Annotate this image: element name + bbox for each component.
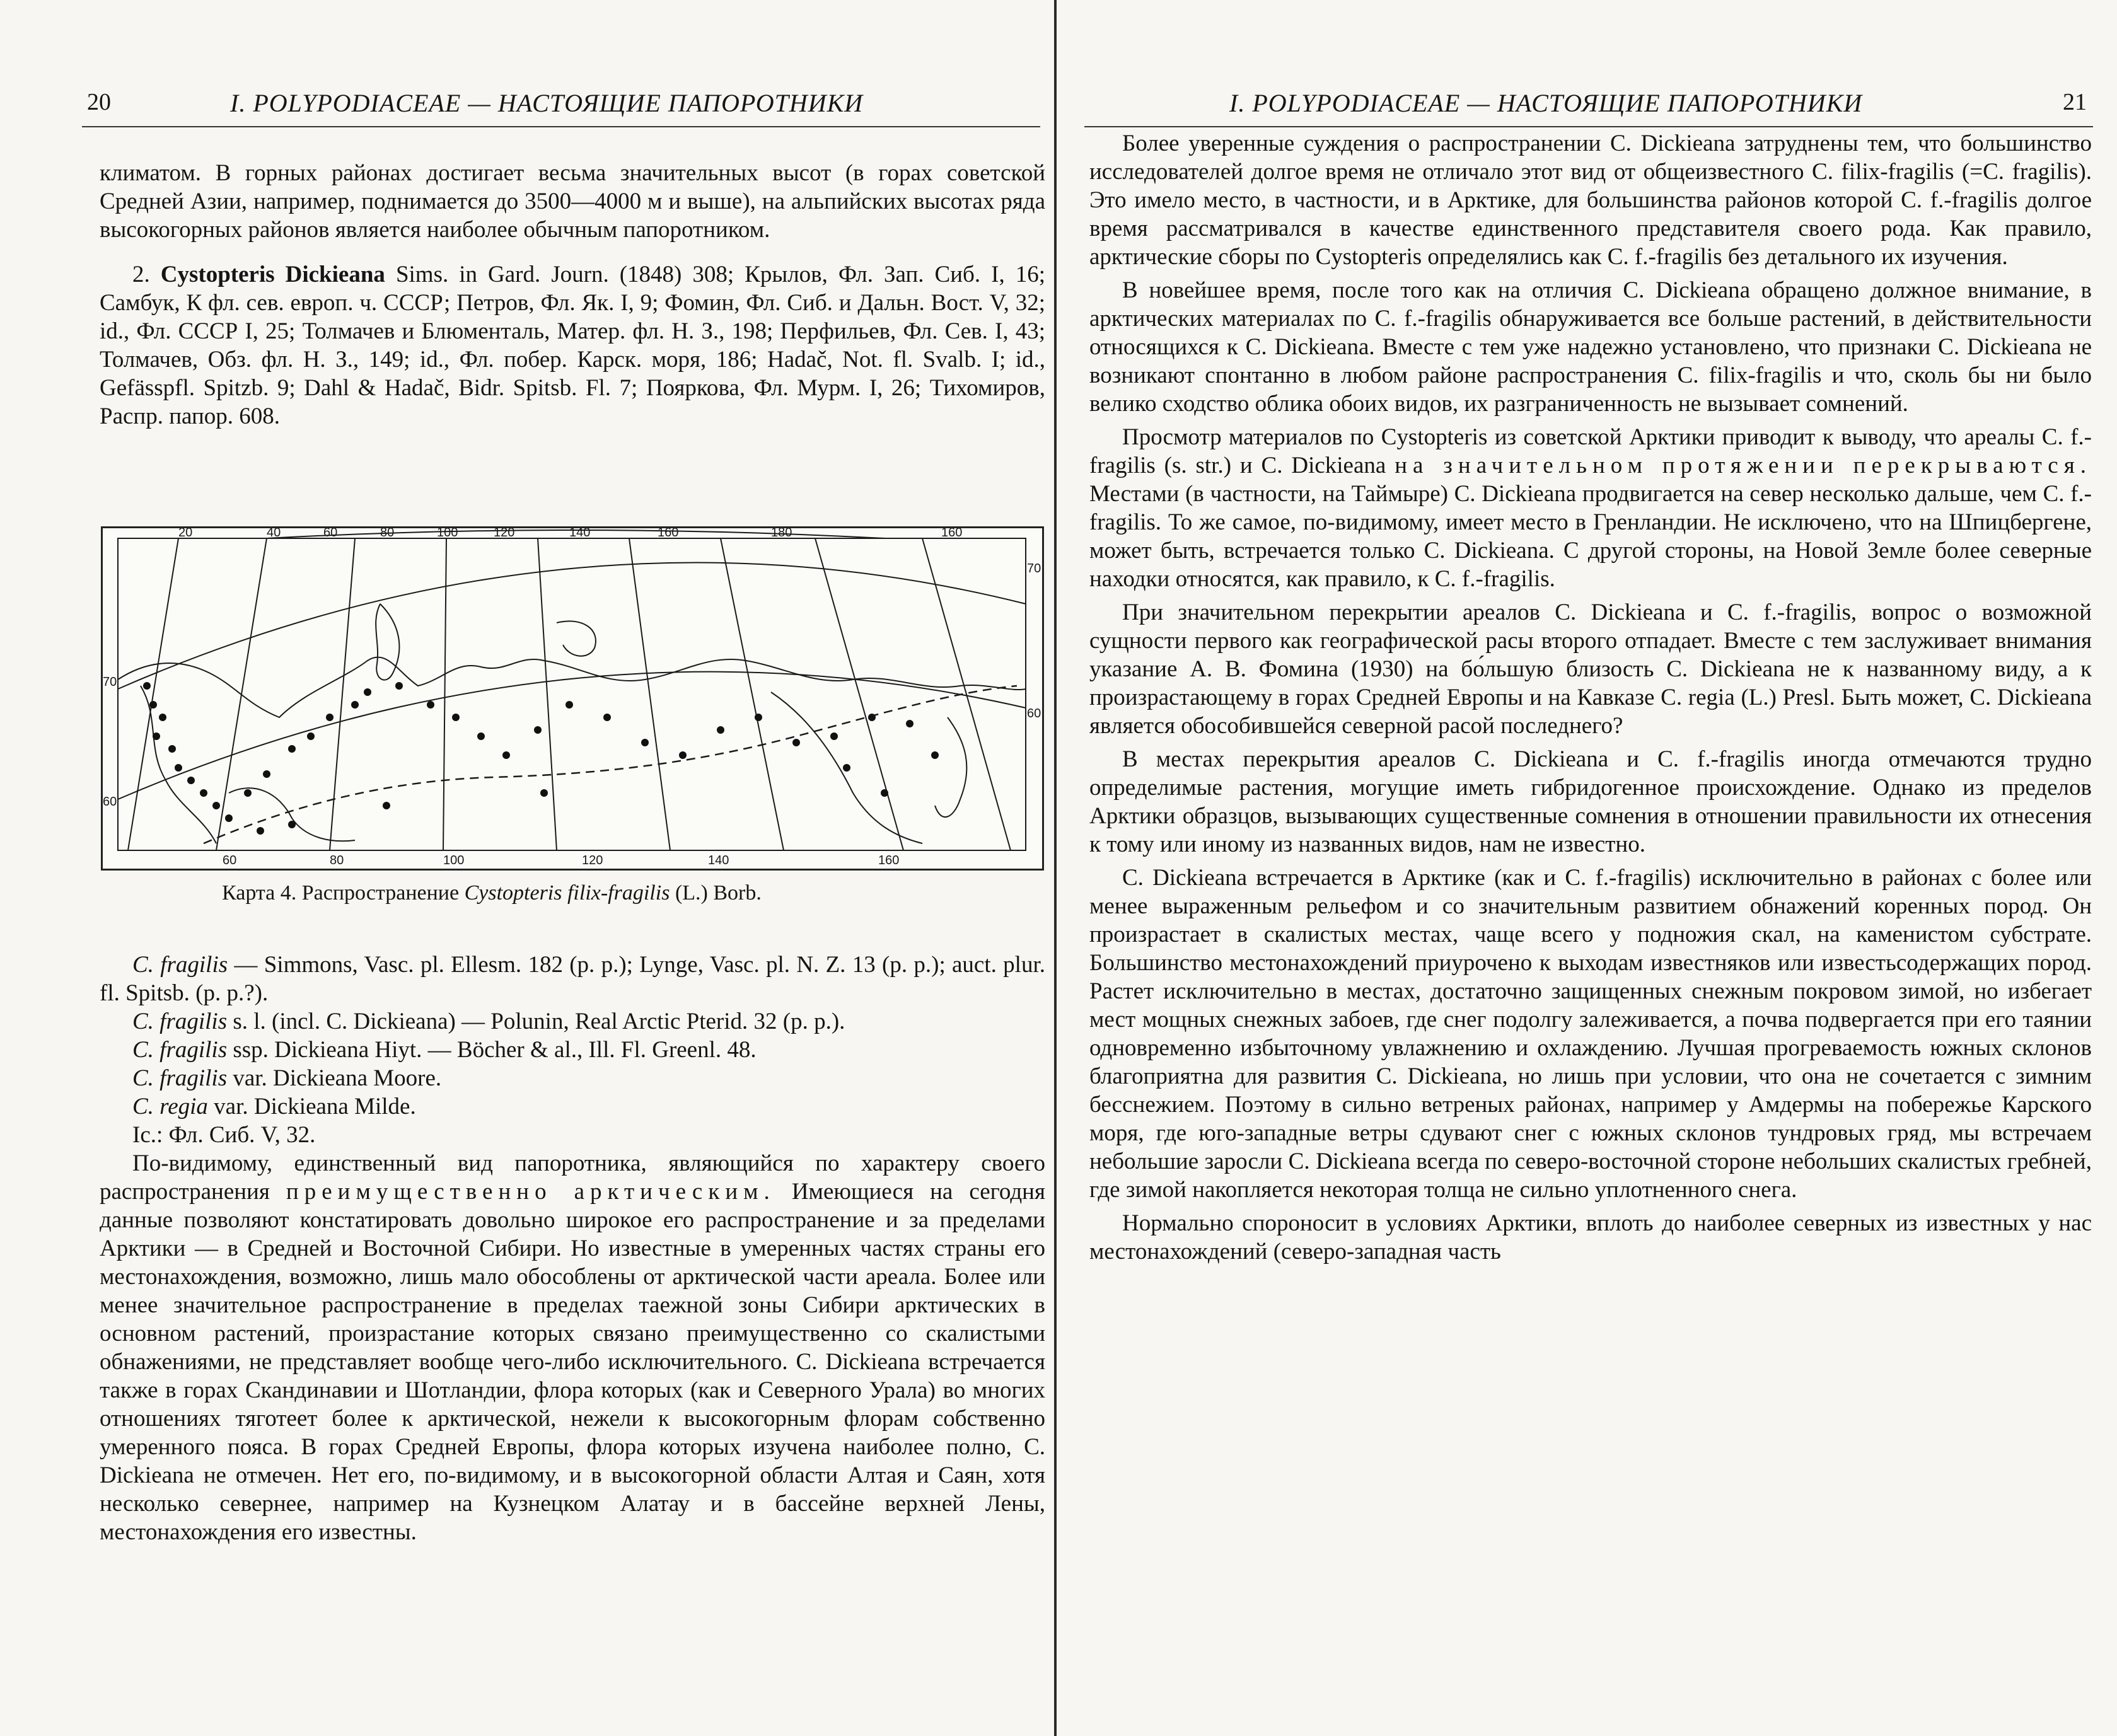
locality-dot [395,682,403,690]
paragraph-4: При значительном перекрытии ареалов C. Dickieana и C. f.-fragilis, вопрос о возможной сущности первого как географической расы второго отпадает. Вместе с тем заслуживает внимания указание А. В. Фомина (1930) на бо́льшую близость C. Dickieana не к названному виду, а к произрастающему в горах Средней Европы и на Кавказе C. regia (L.) Presl. Быть может, C. Dickieana является обособившейся северной расой последнего? [1089,599,2092,739]
meridian-line [538,538,557,850]
graticule-label: 120 [494,528,515,540]
locality-dot [717,726,724,734]
locality-dot [427,701,434,709]
synonym-text: var. Dickieana Moore. [227,1065,442,1091]
synonym-line [100,951,1045,1007]
paragraph-7: Нормально спороносит в условиях Арктики, вплоть до наиболее северных из известных у нас местонахождений (северо-западная часть [1089,1210,2092,1264]
locality-dot [792,739,800,746]
paragraph-3-start: Просмотр материалов по Cystopteris из советской Арктики приводит к выводу, что ареалы C. f.-fragilis (s. str.) и C. Dickieana [1089,424,2092,478]
map-caption [222,881,762,905]
paragraph-2: В новейшее время, после того как на отличия C. Dickieana обращено должное внимание, в арктических материалах по C. f.-fragilis обнаруживается все больше растений, в действительности относящихся к C. Dickieana. Вместе с тем уже надежно установлено, что признаки C. Dickieana не возникают спонтанно в любом районе распространения C. filix-fragilis и что, сколь бы ни было велико сходство облика обоих видов, их разграниченность не вызывает сомнений. [1089,277,2092,417]
spaced-emphasis: на значительном протяжении перекрываются. [1395,453,2092,478]
graticule-label: 60 [103,795,117,809]
graticule-label: 160 [941,528,963,540]
synonymy-list [100,951,1045,1149]
main-paragraph [100,1149,1045,1546]
graticule-label: 100 [437,528,458,540]
locality-dot [931,751,939,759]
locality-dot [200,789,207,797]
locality-dot [868,714,876,721]
synonym-text: s. l. (incl. C. Dickieana) — Polunin, Real Arctic Pterid. 32 (p. p.). [227,1009,845,1034]
distribution-map [101,526,1044,871]
paragraph-1: Более уверенные суждения о распространении C. Dickieana затруднены тем, что большинство исследователей долгое время не отличало этот вид от общеизвестного C. filix-fragilis (=C. fragilis). Это имело место, в частности, и в Арктике, для большинства районов которой C. f.-fragilis долгое время рассматривался в качестве единственного представителя своего рода. Как правило, арктические сборы по Cystopteris определялись как C. f.-fragilis без детального их изучения. [1089,130,2092,270]
novaya-zemlya-coast [376,604,399,680]
graticule-label: 180 [771,528,792,540]
locality-dot [881,789,888,797]
left-page [0,0,1053,1736]
paragraph-6: C. Dickieana встречается в Арктике (как и C. f.-fragilis) исключительно в районах с более или менее выраженным рельефом и со значительным развитием обнажений коренных пород. Он произрастает в скалистых местах, чаще всего у подножия скал, на каменистом субстрате. Большинство местонахождений приурочено к выходам известняков или известьсодержащих пород. Растет исключительно в местах, достаточно защищенных снежным покровом зимой, но избегает мест мощных снежных забоев, где снег подолгу залеживается, а почва подвергается при его таянии одновременно избыточному увлажнению и охлаждению. Лучшая прогреваемость южных склонов благоприятна для развития C. Dickieana, но лишь при условии, что она не сочетается с зимним бесснежием. Поэтому в сильно ветреных районах, например у Амдермы на побережье Карского моря, где юго-западные ветры сдувают снег с южных склонов тундровых гряд, мы встречаем небольшие заросли C. Dickieana всегда по северо-восточной стороне небольших скалистых гребней, где зимой накопляется некоторая толща не сильно уплотненного снега. [1089,865,2092,1203]
meridian-line [128,538,178,850]
graticule-label: 60 [1027,707,1041,720]
locality-dot [830,732,838,740]
locality-dots [143,682,939,835]
synonym-text: ssp. Dickieana Hiyt. — Böcher & al., Ill. Fl. Greenl. 48. [227,1037,757,1063]
left-body-top [100,159,1045,436]
parallel-arc [118,672,1026,799]
locality-dot [244,789,252,797]
graticule-label: 140 [708,854,729,867]
synonym-text: var. Dickieana Milde. [207,1094,416,1120]
left-running-head [82,76,1040,127]
locality-dot [641,739,649,746]
locality-dot [383,802,390,809]
meridian-line [629,538,670,850]
synonym-taxon: C. fragilis [132,1009,228,1034]
locality-dot [326,714,334,721]
graticule-label: 140 [569,528,591,540]
locality-dot [502,751,510,759]
paragraph-5: В местах перекрытия ареалов C. Dickieana и C. f.-fragilis иногда отмечаются трудно определимые растения, могущие иметь гибридогенное происхождение. Однако из пределов Арктики образцов, вызывающих существенные сомнения в отношении правильности их отнесения к тому или иному из названных видов, нам не известно. [1089,746,2092,857]
locality-dot [364,688,371,696]
locality-dot [288,821,296,828]
synonym-line [100,1036,1045,1064]
locality-dot [755,714,762,721]
caption-taxon: Cystopteris filix-fragilis [464,881,670,905]
locality-dot [212,802,220,809]
locality-dot [143,682,151,690]
meridian-line [330,538,355,850]
synonym-line [100,1007,1045,1036]
spaced-emphasis: преимущественно арктическим. [286,1179,775,1205]
meridian-line [443,538,446,850]
locality-dot [153,732,160,740]
locality-dot [351,701,359,709]
right-running-head [1084,76,2093,127]
left-body-bottom [100,951,1045,1551]
graticule-label: 80 [330,854,344,867]
severnaya-zemlya-coast [557,621,596,656]
page-number: 21 [2063,89,2087,115]
graticule-label: 160 [878,854,900,867]
graticule-label: 60 [323,528,338,540]
graticule-label: 40 [267,528,281,540]
main-text-rest: Имеющиеся на сегодня данные позволяют констатировать довольно широкое его распространение и за пределами Арктики — в Средней и Восточной Сибири. Но известные в умеренных частях страны его местонахождения, возможно, лишь мало обособлены от арктической части ареала. Более или менее значительное распространение в пределах таежной зоны Сибири арктических в основном растений, произрастание которых связано преимущественно со скалистыми обнажениями, не представляет вообще чего-либо исключительного. C. Dickieana встречается также в горах Скандинавии и Шотландии, флора которых (как и Северного Урала) во многих отношениях тяготеет более к арктической, нежели к высокогорным флорам собственно умеренного пояса. В горах Средней Европы, флора которых изучена наиболее полно, C. Dickieana не отмечен. Нет его, по-видимому, и в высокогорной области Алтая и Саян, хотя несколько севернее, например на Кузнецком Алатау и в бассейне верхней Лены, местонахождения его известны. [100,1179,1046,1545]
map-coastlines [118,604,1026,843]
locality-dot [159,714,166,721]
synonym-taxon: C. fragilis [132,1065,228,1091]
caption-suffix: (L.) Borb. [675,881,762,905]
species-name: Cystopteris Dickieana [160,262,385,287]
locality-dot [843,764,850,772]
locality-dot [257,827,264,835]
paragraph-3-rest: Местами (в частности, на Таймыре) C. Dickieana продвигается на север несколько дальше, чем C. f.-fragilis. То же самое, по-видимому, имеет место в Гренландии. Не исключено, что на Шпицбергене, может быть, встречается только C. Dickieana. С другой стороны, на Новой Земле более северные находки относятся, как правило, к C. f.-fragilis. [1089,481,2092,592]
synonym-taxon: C. fragilis [132,952,228,978]
graticule-label: 80 [380,528,395,540]
book-gutter [1054,0,1057,1736]
locality-dot [288,745,296,753]
locality-dot [263,770,270,778]
page-number: 20 [87,89,111,115]
species-number: 2. [132,262,150,287]
locality-dot [540,789,548,797]
species-references: Sims. in Gard. Journ. (1848) 308; Крылов, Фл. Зап. Сиб. I, 16; Самбук, К фл. сев. европ. ч. СССР; Петров, Фл. Як. I, 9; Фомин, Фл. Сиб. и Дальн. Вост. V, 32; id., Фл. СССР I, 25; Толмачев и Блюменталь, Матер. фл. Н. З., 198; Перфильев, Фл. Сев. I, 43; Толмачев, Обз. фл. Н. З., 149; id., Фл. побер. Карск. моря, 186; Hadač, Not. fl. Svalb. I; id., Gefässpfl. Spitzb. 9; Dahl & Hadač, Bidr. Spitsb. Fl. 7; Пояркова, Фл. Мурм. I, 26; Тихомиров, Распр. папор. 608. [100,262,1045,429]
graticule-label: 20 [178,528,193,540]
icon-reference: Ic.: Фл. Сиб. V, 32. [132,1122,316,1148]
graticule-label: 70 [1027,562,1041,576]
right-body [1089,129,2092,1271]
locality-dot [477,732,485,740]
map-graticule [118,530,1026,850]
running-title: I. POLYPODIACEAE — НАСТОЯЩИЕ ПАПОРОТНИКИ [1229,89,1863,117]
locality-dot [307,732,315,740]
synonym-line [100,1064,1045,1092]
locality-dot [566,701,573,709]
locality-dot [452,714,460,721]
parallel-arc [118,563,1026,689]
locality-dot [906,720,914,727]
running-title: I. POLYPODIACEAE — НАСТОЯЩИЕ ПАПОРОТНИКИ [230,89,864,117]
graticule-label: 120 [582,854,603,867]
synonym-line [100,1092,1045,1121]
map-labels [103,528,1041,867]
locality-dot [225,814,233,822]
graticule-label: 60 [223,854,237,867]
locality-dot [168,745,176,753]
graticule-label: 70 [103,675,117,689]
intro-paragraph: климатом. В горных районах достигает весьма значительных высот (в горах советской Средней Азии, например, поднимается до 3500—4000 м и выше), на альпийских высотах ряда высокогорных районов является наиболее обычным папоротником. [100,160,1045,243]
synonym-text: — Simmons, Vasc. pl. Ellesm. 182 (p. p.); Lynge, Vasc. pl. N. Z. 13 (p. p.); auct. plur. fl. Spitsb. (p. p.?). [100,952,1045,1006]
arctic-coastline [118,657,1026,717]
main-text-start: По-видимому, единственный вид папоротника, являющийся по характеру своего распространения [100,1150,1045,1205]
graticule-label: 100 [443,854,465,867]
synonym-taxon: C. regia [132,1094,208,1120]
locality-dot [149,701,157,709]
map-figure [103,528,1042,869]
paragraph-3 [1089,423,2092,593]
locality-dot [187,777,195,784]
graticule-label: 160 [658,528,679,540]
locality-dot [534,726,542,734]
synonym-taxon: C. fragilis [132,1037,228,1063]
locality-dot [603,714,611,721]
kamchatka-coast [935,717,966,817]
species-entry [100,260,1045,431]
meridian-line [922,538,1011,850]
right-page [1065,0,2117,1736]
locality-dot [175,764,182,772]
caption-prefix: Карта 4. Распространение [222,881,460,905]
locality-dot [679,751,687,759]
